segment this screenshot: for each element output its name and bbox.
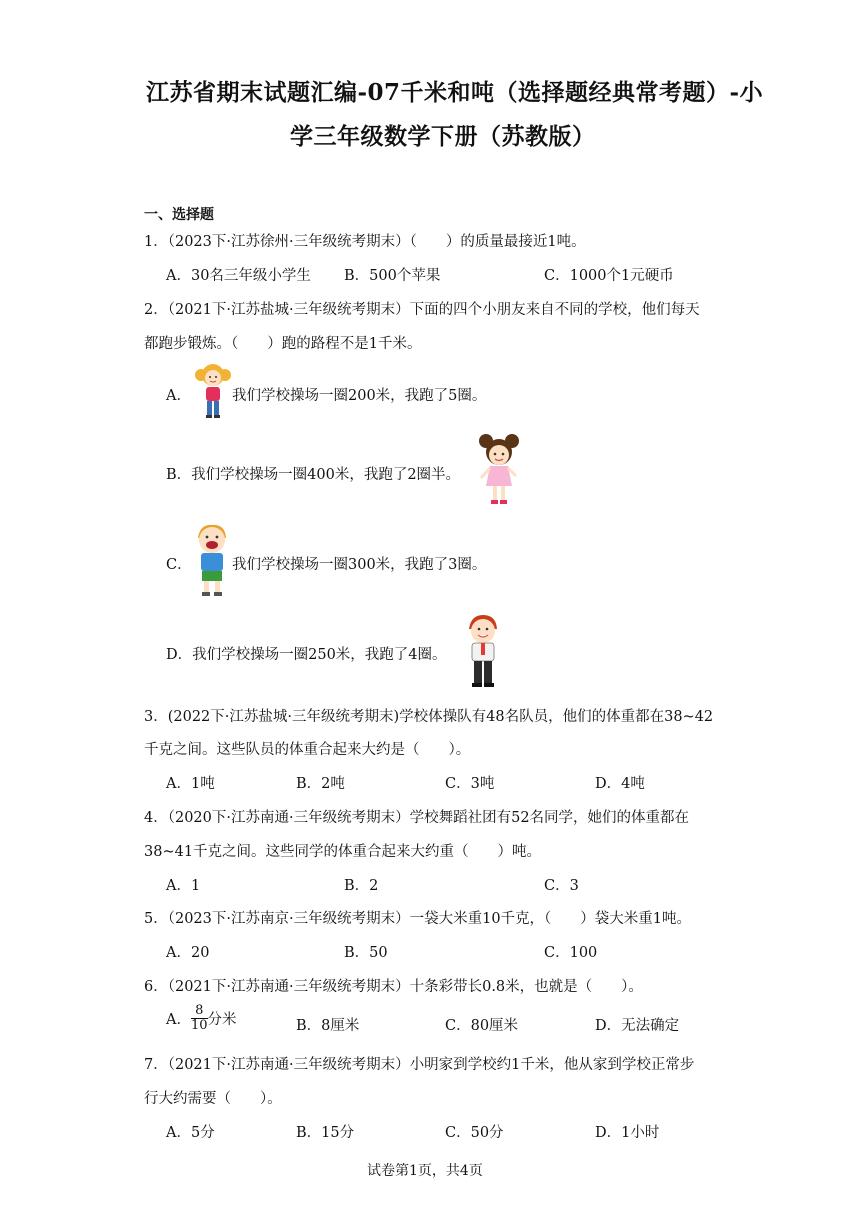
question-3-option-b: B．2吨	[296, 776, 345, 792]
question-4-stem-line1: 4．（2020下·江苏南通·三年级统考期末）学校舞蹈社团有52名同学，她们的体重都在	[144, 810, 690, 826]
question-4-stem-line2: 38~41千克之间。这些同学的体重合起来大约重（ ）吨。	[144, 844, 542, 860]
question-2-option-c-text: 我们学校操场一圈300米，我跑了3圈。	[232, 557, 487, 573]
document-title-line1: 江苏省期末试题汇编-07千米和吨（选择题经典常考题）-小	[146, 79, 764, 106]
page-footer: 试卷第1页，共4页	[367, 1163, 483, 1179]
question-2-option-d: D．我们学校操场一圈250米，我跑了4圈。	[166, 647, 447, 663]
question-7-option-c: C．50分	[445, 1125, 504, 1141]
question-6-option-a-unit: 分米	[207, 1012, 237, 1028]
question-6-stem: 6．（2021下·江苏南通·三年级统考期末）十条彩带长0.8米，也就是（ ）。	[144, 979, 643, 995]
question-6-option-a	[166, 1004, 237, 1033]
question-6-option-d: D．无法确定	[595, 1018, 680, 1034]
question-6-option-a-label: A．	[166, 1012, 191, 1028]
document-title-line2: 学三年级数学下册（苏教版）	[290, 123, 596, 150]
question-5-stem: 5．（2023下·江苏南京·三年级统考期末）一袋大米重10千克，（ ）袋大米重1吨。	[144, 911, 692, 927]
question-6-option-b: B．8厘米	[296, 1018, 360, 1034]
question-1-option-c: C．1000个1元硬币	[544, 268, 674, 284]
boy-red-hair-illustration	[464, 612, 502, 690]
question-3-option-c: C．3吨	[445, 776, 495, 792]
question-4-option-c: C．3	[544, 878, 579, 894]
fraction-denominator: 10	[190, 1018, 208, 1033]
question-5-option-a: A．20	[166, 945, 210, 961]
question-5-option-c: C．100	[544, 945, 598, 961]
girl-pigtails-illustration	[194, 362, 232, 420]
question-2-option-a-label: A．	[166, 388, 191, 404]
question-1-option-a: A．30名三年级小学生	[166, 268, 311, 284]
question-7-option-a: A．5分	[166, 1125, 215, 1141]
question-7-option-b: B．15分	[296, 1125, 355, 1141]
girl-buns-illustration	[476, 432, 522, 506]
question-4-option-b: B．2	[344, 878, 379, 894]
question-2-stem-line1: 2．（2021下·江苏盐城·三年级统考期末）下面的四个小朋友来自不同的学校，他们每天	[144, 302, 700, 318]
question-4-option-a: A．1	[166, 878, 201, 894]
question-2-option-a-text: 我们学校操场一圈200米，我跑了5圈。	[232, 388, 487, 404]
question-2-option-b: B．我们学校操场一圈400米，我跑了2圈半。	[166, 467, 461, 483]
question-3-stem-line2: 千克之间。这些队员的体重合起来大约是（ ）。	[144, 742, 471, 758]
fraction-numerator: 8	[195, 1003, 204, 1018]
question-7-stem-line1: 7．（2021下·江苏南通·三年级统考期末）小明家到学校约1千米，他从家到学校正常步	[144, 1057, 695, 1073]
question-7-option-d: D．1小时	[595, 1125, 660, 1141]
question-6-option-c: C．80厘米	[445, 1018, 519, 1034]
fraction-eight-tenths	[191, 1004, 208, 1033]
question-1-option-b: B．500个苹果	[344, 268, 441, 284]
question-7-stem-line2: 行大约需要（ ）。	[144, 1091, 282, 1107]
section-heading: 一、选择题	[144, 207, 214, 223]
boy-blue-shirt-illustration	[192, 522, 232, 598]
question-3-stem-line1: 3．(2022下·江苏盐城·三年级统考期末)学校体操队有48名队员，他们的体重都在38~42	[144, 709, 714, 725]
question-2-option-c-label: C．	[166, 557, 192, 573]
question-3-option-a: A．1吨	[166, 776, 215, 792]
question-2-stem-line2: 都跑步锻炼。（ ）跑的路程不是1千米。	[144, 336, 422, 352]
question-5-option-b: B．50	[344, 945, 388, 961]
question-3-option-d: D．4吨	[595, 776, 645, 792]
question-1-stem: 1．（2023下·江苏徐州·三年级统考期末）（ ）的质量最接近1吨。	[144, 234, 586, 250]
